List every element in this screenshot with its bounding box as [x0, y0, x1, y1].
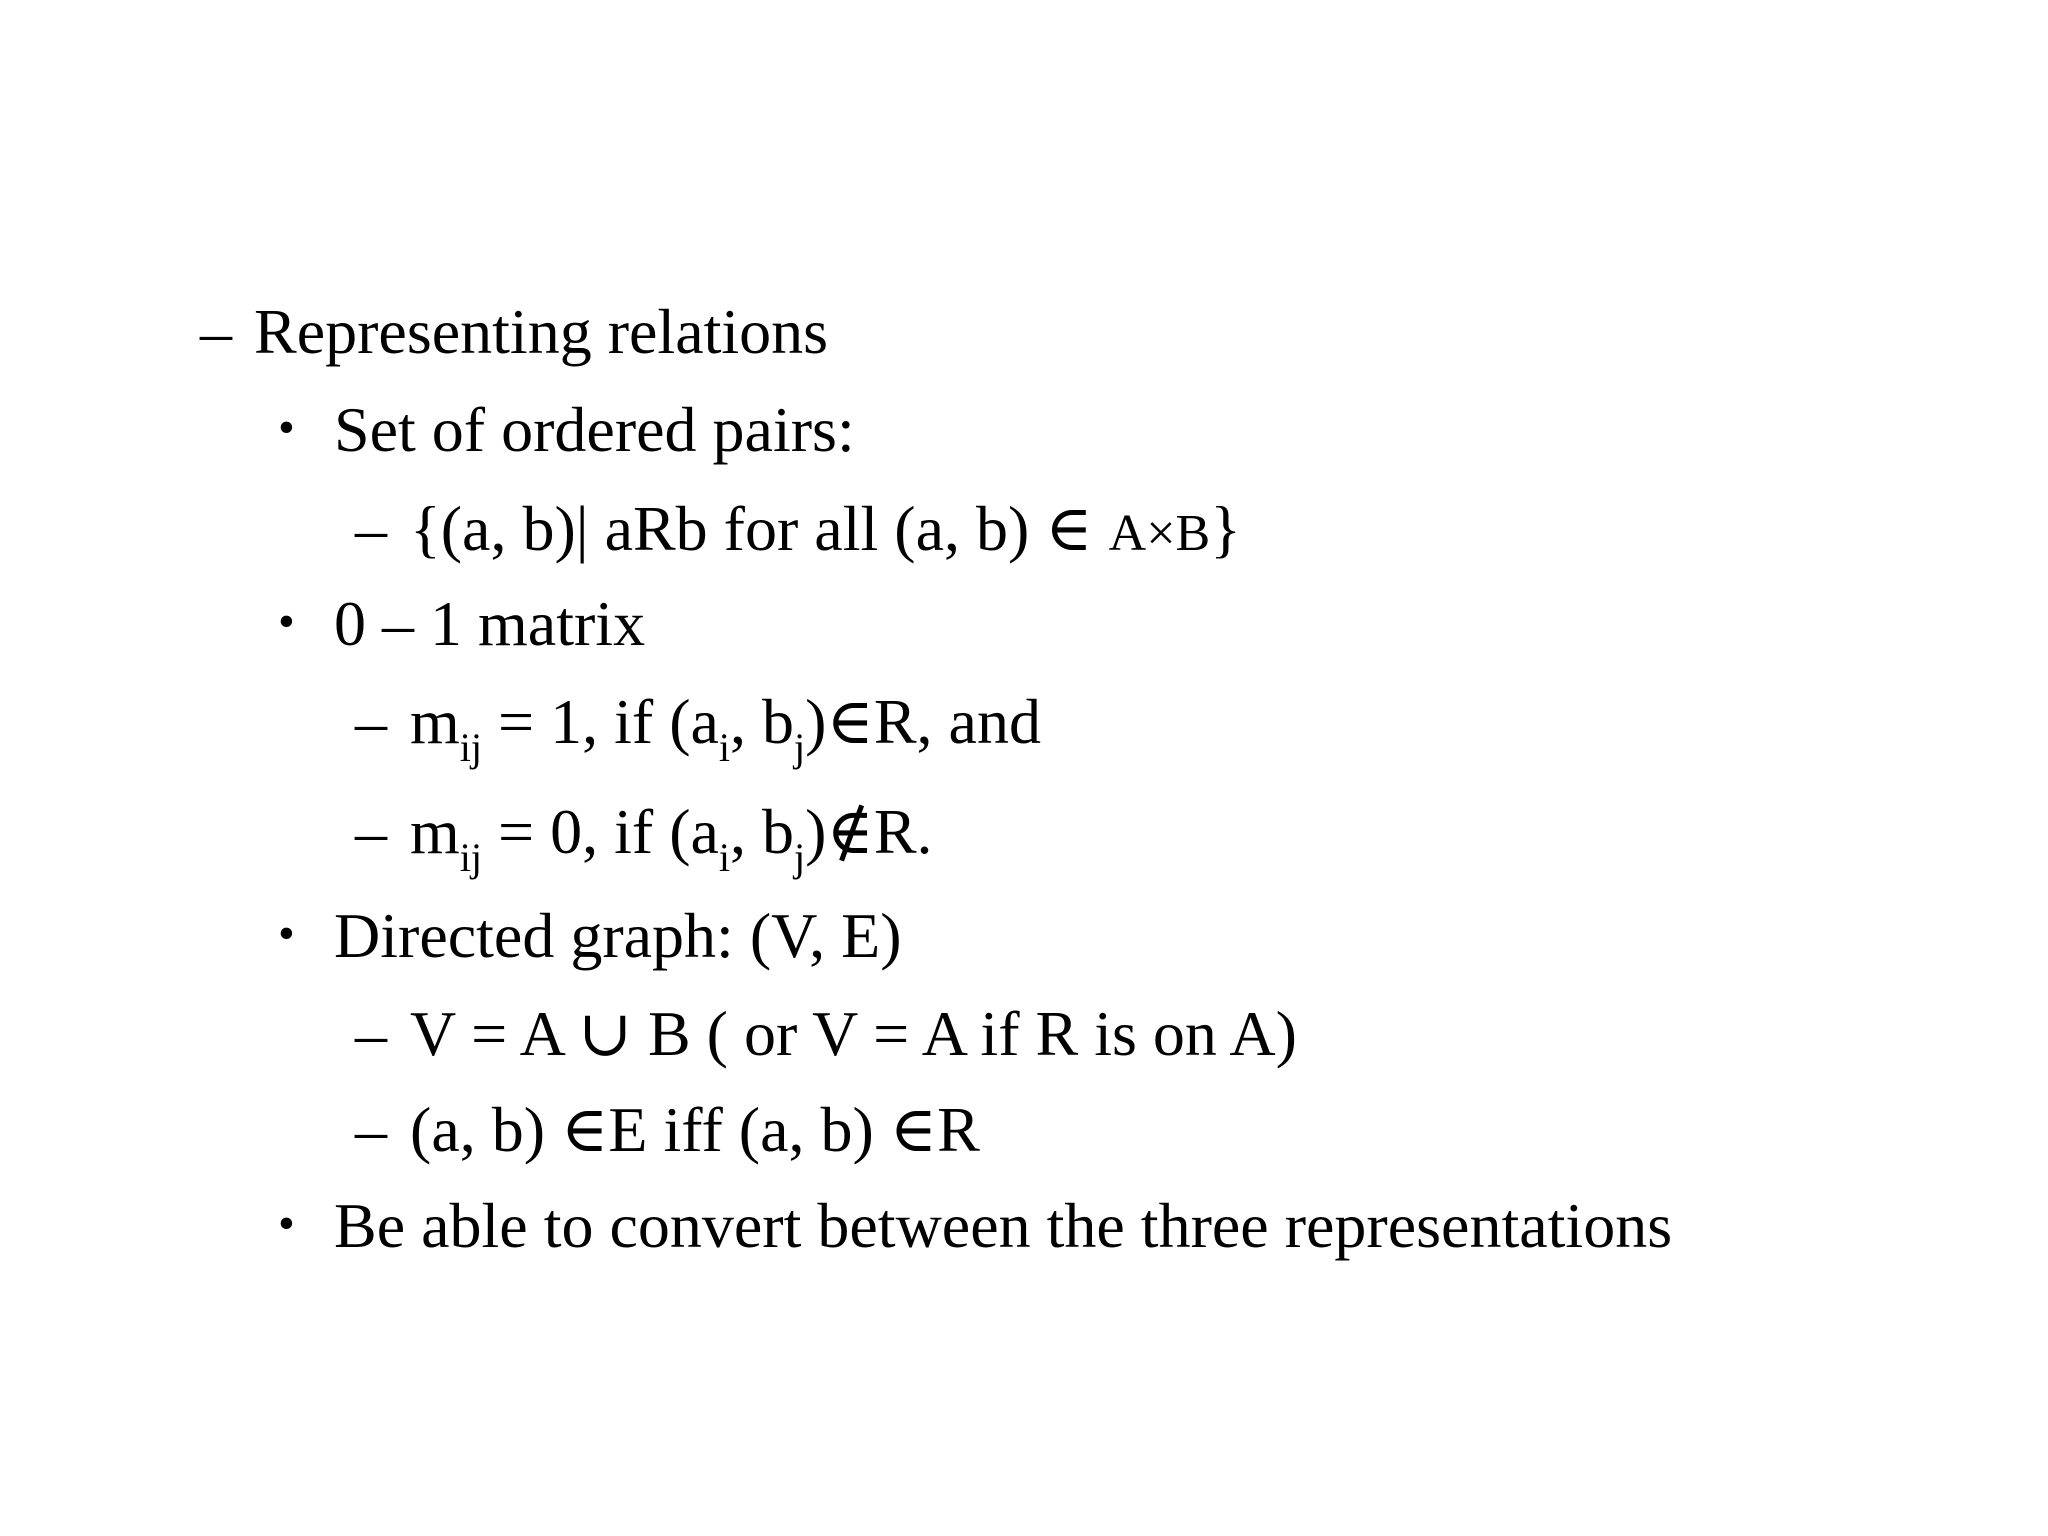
row-tail: )∈R, and: [805, 686, 1041, 757]
set-pairs-label: Set of ordered pairs:: [334, 394, 855, 465]
matrix-row-1: [410, 686, 1041, 770]
dash-marker: –: [355, 796, 387, 867]
b-subscript: j: [794, 725, 806, 770]
bullet-marker: •: [278, 595, 295, 648]
heading-text: Representing relations: [254, 296, 829, 367]
matrix-label: 0 – 1 matrix: [334, 588, 646, 659]
m-subscript: ij: [459, 835, 483, 880]
a-subscript: i: [718, 725, 731, 770]
dash-marker: –: [355, 998, 387, 1069]
row-mid: = 0, if (a: [482, 796, 719, 867]
set-pairs-formula: [410, 493, 1241, 564]
row-comma: , b: [730, 796, 795, 867]
bullet-marker: •: [278, 401, 295, 454]
a-subscript: i: [718, 835, 731, 880]
dash-marker: –: [200, 296, 232, 367]
graph-edges: (a, b) ∈E iff (a, b) ∈R: [410, 1094, 980, 1165]
bullet-marker: •: [278, 1197, 295, 1250]
formula-product: A×B: [1108, 505, 1211, 562]
b-subscript: j: [794, 835, 806, 880]
row-mid: = 1, if (a: [482, 686, 719, 757]
graph-label: Directed graph: (V, E): [334, 900, 902, 971]
matrix-row-2: [410, 796, 933, 880]
dash-marker: –: [355, 1094, 387, 1165]
formula-part3: }: [1210, 493, 1241, 564]
dash-marker: –: [355, 686, 387, 757]
bullet-marker: •: [278, 907, 295, 960]
convert-label: Be able to convert between the three representations: [334, 1190, 1673, 1261]
m-symbol: m: [410, 796, 460, 867]
row-comma: , b: [730, 686, 795, 757]
dash-marker: –: [355, 493, 387, 564]
formula-part1: {(a, b)| aRb for all (a, b) ∈: [410, 493, 1109, 564]
m-subscript: ij: [459, 725, 483, 770]
m-symbol: m: [410, 686, 460, 757]
row-tail: )∉R.: [805, 796, 933, 867]
graph-vertices: V = A ∪ B ( or V = A if R is on A): [410, 998, 1297, 1069]
